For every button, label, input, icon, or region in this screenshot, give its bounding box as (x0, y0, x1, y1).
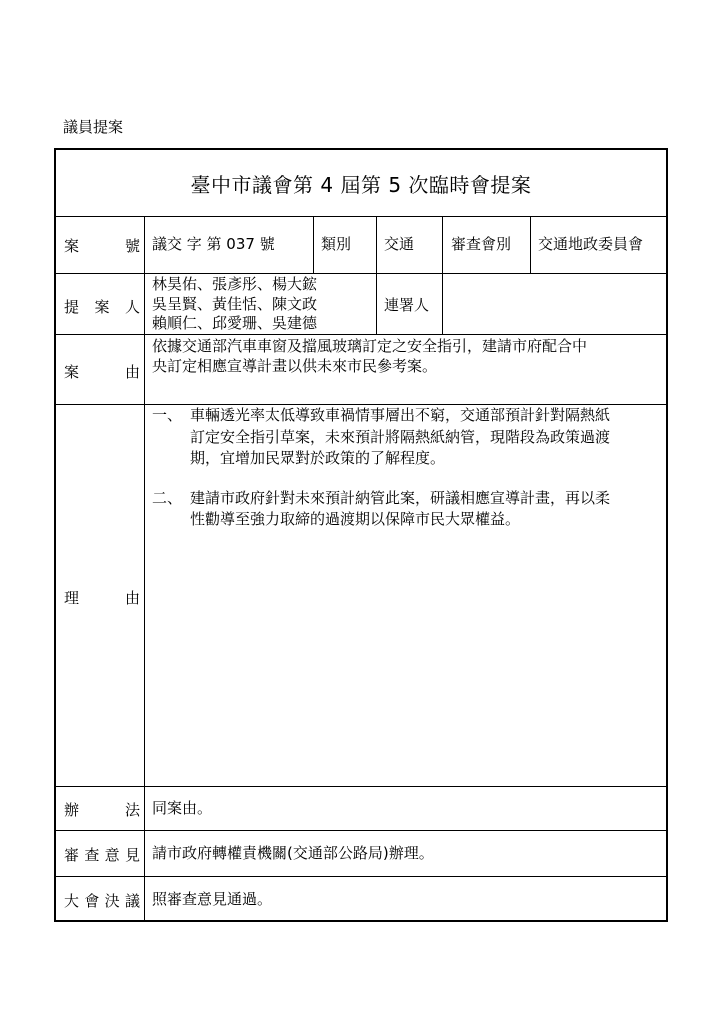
divider (56, 216, 666, 217)
reason-number: 二、 (152, 488, 183, 507)
label-cause: 案 由 (64, 363, 140, 381)
header-label: 議員提案 (63, 118, 124, 136)
reason-line: 期，宜增加民眾對於政策的了解程度。 (190, 449, 446, 467)
divider (144, 216, 145, 922)
case-number-value: 議交 字 第 037 號 (152, 235, 275, 253)
reason-list (152, 405, 672, 549)
method-text: 同案由。 (152, 799, 213, 817)
divider (56, 830, 666, 831)
divider (530, 216, 531, 273)
category-label: 類別 (321, 235, 352, 253)
cause-line: 依據交通部汽車車窗及擋風玻璃訂定之安全指引，建請市府配合中 (152, 337, 588, 355)
label-reason: 理 由 (64, 589, 140, 607)
divider (56, 876, 666, 877)
divider (56, 334, 666, 335)
resolution-text: 照審查意見通過。 (152, 890, 273, 908)
proposer-names (152, 275, 317, 334)
label-method: 辦 法 (64, 801, 140, 819)
cause-line: 央訂定相應宣導計畫以供未來市民參考案。 (152, 357, 438, 375)
divider (442, 273, 443, 334)
reason-line: 訂定安全指引草案，未來預計將隔熱紙納管，現階段為政策過渡 (190, 427, 611, 446)
reason-item (152, 405, 672, 470)
reason-line: 建請市政府針對未來預計納管此案，研議相應宣導計畫，再以柔 (190, 488, 611, 507)
label-case-number: 案 號 (64, 237, 140, 255)
divider (56, 786, 666, 787)
reason-number: 一、 (152, 406, 183, 424)
label-review-opinion: 審 查 意 見 (64, 846, 140, 864)
proposer-line: 林昊佑、張彥彤、楊大鋐 (152, 275, 318, 293)
divider (442, 216, 443, 273)
label-proposer: 提 案 人 (64, 298, 140, 316)
divider (376, 216, 377, 273)
form-title: 臺中市議會第 4 屆第 5 次臨時會提案 (190, 172, 532, 197)
cosigner-label: 連署人 (384, 296, 430, 314)
reason-item (152, 488, 672, 531)
divider (56, 273, 666, 274)
proposer-line: 賴順仁、邱愛珊、吳建德 (152, 314, 318, 332)
proposer-line: 吳呈賢、黃佳恬、陳文政 (152, 294, 318, 313)
reason-line: 車輛透光率太低導致車禍情事層出不窮，交通部預計針對隔熱紙 (190, 406, 611, 424)
divider (376, 273, 377, 334)
divider (313, 216, 314, 273)
reason-line: 性勸導至強力取締的過渡期以保障市民大眾權益。 (190, 510, 521, 528)
review-committee-value: 交通地政委員會 (538, 235, 644, 253)
review-opinion-text: 請市政府轉權責機關(交通部公路局)辦理。 (152, 844, 434, 862)
proposal-form (54, 148, 668, 922)
label-resolution: 大 會 決 議 (64, 892, 140, 910)
category-value: 交通 (384, 235, 415, 253)
cause-text (152, 336, 587, 376)
review-committee-label: 審查會別 (451, 235, 512, 253)
